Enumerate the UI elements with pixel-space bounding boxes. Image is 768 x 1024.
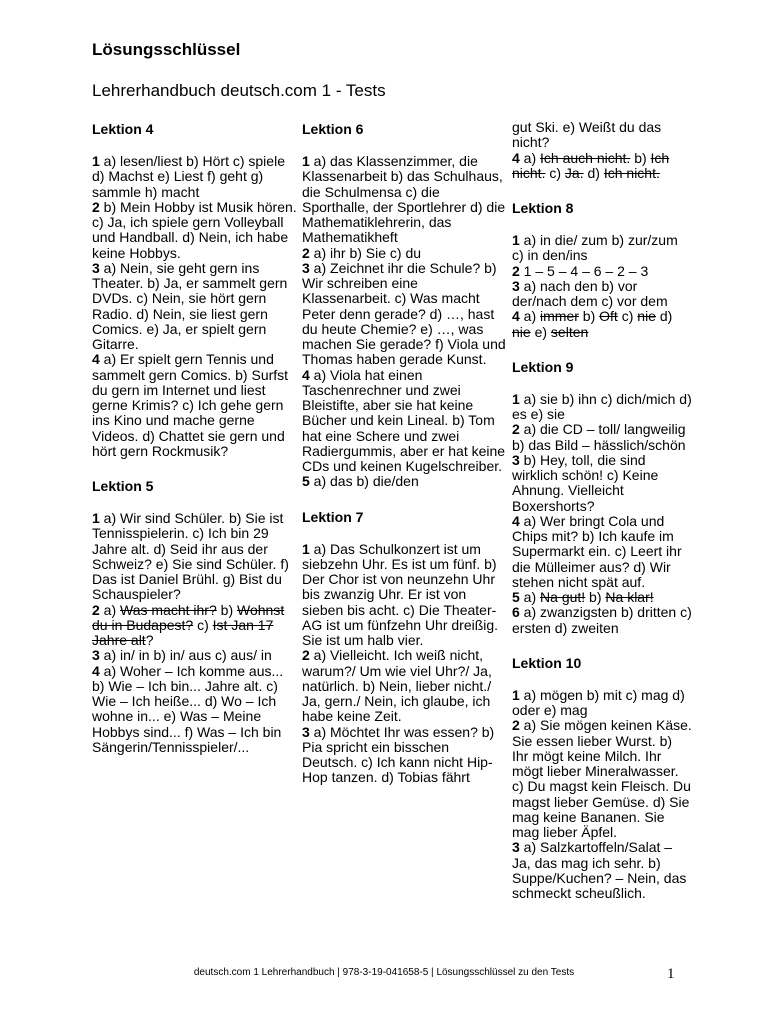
exercise-answer: a) ihr b) Sie c) du [309, 244, 422, 261]
struck-answer: Ist Jan 17 Jahre alt [92, 616, 274, 648]
exercise-number: 2 [512, 262, 520, 279]
lesson-4-exercise-4 [92, 352, 297, 459]
struck-answer: Na klar! [605, 589, 654, 605]
exercise-number: 4 [92, 351, 100, 368]
exercise-answer: c) [193, 616, 213, 633]
lesson-9-heading: Lektion 9 [512, 358, 574, 375]
struck-answer: immer [540, 308, 579, 325]
exercise-answer: d) [583, 164, 604, 181]
exercise-number: 5 [512, 589, 520, 605]
exercise-answer: a) die CD – toll/ langweilig b) das Bild – hässlich/schön [512, 421, 686, 453]
lesson-7-exercise-4 [512, 151, 692, 182]
struck-answer: Ich nicht. [512, 149, 670, 181]
lesson-5-exercise-2 [92, 603, 297, 649]
exercise-answer: a) Woher – Ich komme aus... b) Wie – Ich bin... Jahre alt. c) Wie – Ich heiße... d) Wo – Ich wohne in... e) Was – Meine Hobbys sind... f) Was – Ich bin Sängerin/Tennisspieler/... [92, 662, 284, 755]
exercise-number: 4 [512, 512, 520, 529]
exercise-answer: a) [519, 308, 541, 325]
lesson-8-exercise-4 [512, 309, 692, 340]
struck-answer: Ich nicht. [603, 164, 660, 181]
exercise-answer: a) Viola hat einen Taschenrechner und zwei Bleistifte, aber sie hat keine Bücher und kein Lineal. b) Tom hat eine Schere und zwei Radiergummis, aber er hat keine CDs und keinen Kugelschreiber. [302, 366, 506, 474]
exercise-number: 2 [512, 421, 520, 438]
exercise-answer: b) [578, 308, 600, 325]
lesson-8-exercise-1 [512, 233, 692, 264]
lesson-7-continued [512, 120, 692, 181]
lesson-9-exercise-5 [512, 590, 692, 605]
column-1 [92, 120, 297, 773]
exercise-answer: a) Wir sind Schüler. b) Sie ist Tennisspielerin. c) Ich bin 29 Jahre alt. d) Seid ihr aus der Schweiz? e) Sie sind Schüler. f) Das ist Daniel Brühl. g) Bist du Schauspieler? [92, 510, 289, 603]
exercise-number: 5 [302, 473, 310, 490]
exercise-number: 2 [512, 717, 520, 734]
lesson-10-exercise-1 [512, 688, 692, 719]
exercise-answer: e) [530, 323, 551, 340]
lesson-6-exercise-5 [302, 474, 507, 489]
exercise-answer: b) Mein Hobby ist Musik hören. c) Ja, ich spiele gern Volleyball und Handball. d) Nein, ich habe keine Hobbys. [92, 198, 297, 261]
lesson-9-exercise-2 [512, 422, 692, 453]
lesson-9-exercise-3 [512, 453, 692, 514]
exercise-number: 1 [92, 153, 100, 169]
exercise-answer: a) das b) die/den [309, 473, 419, 490]
exercise-answer: a) Möchtet Ihr was essen? b) Pia spricht ein bisschen Deutsch. c) Ich kann nicht Hip-Hop tanzen. d) Tobias fährt [302, 723, 495, 786]
exercise-answer: b) [630, 149, 651, 166]
exercise-answer: a) [519, 589, 541, 605]
lesson-8-exercise-3 [512, 279, 692, 310]
lesson-9-exercise-1 [512, 392, 692, 423]
struck-answer: Na gut! [540, 589, 586, 605]
exercise-answer: c) [617, 308, 638, 325]
exercise-answer: b) Hey, toll, die sind wirklich schön! c) Keine Ahnung. Vielleicht Boxershorts? [512, 451, 659, 514]
exercise-answer: a) Salzkartoffeln/Salat – Ja, das mag ich sehr. b) Suppe/Kuchen? – Nein, das schmeckt scheußlich. [512, 839, 687, 901]
struck-answer: Wohnst du in Budapest? [92, 601, 285, 633]
lesson-5-heading: Lektion 5 [92, 478, 154, 494]
exercise-number: 1 [512, 390, 520, 407]
lesson-4-exercise-1 [92, 154, 297, 200]
lesson-6-exercise-3 [302, 261, 507, 368]
exercise-number: 3 [302, 259, 310, 276]
struck-answer: Was macht ihr? [120, 601, 217, 618]
exercise-number: 4 [302, 366, 310, 383]
struck-answer: nie [637, 308, 656, 325]
column-2 [302, 120, 507, 804]
exercise-answer: b) [585, 589, 606, 605]
page-footer: deutsch.com 1 Lehrerhandbuch | 978-3-19-041658-5 | Lösungsschlüssel zu den Tests [193, 967, 575, 978]
lesson-9-exercise-6 [512, 605, 692, 636]
lesson-10-heading: Lektion 10 [512, 654, 582, 671]
exercise-answer: a) Wer bringt Cola und Chips mit? b) Ich kaufe im Supermarkt ein. c) Leert ihr die Mülleimer aus? d) Wir stehen nicht spät auf. [512, 512, 682, 590]
exercise-number: 2 [302, 244, 310, 261]
exercise-answer: a) Zeichnet ihr die Schule? b) Wir schreiben eine Klassenarbeit. c) Was macht Peter denn gerade? d) …, hast du heute Chemie? e) …, was machen Sie gerade? f) Viola und Thomas haben gerade Kunst. [302, 259, 506, 368]
lesson-4-exercise-3 [92, 261, 297, 353]
exercise-answer: a) [99, 601, 121, 618]
exercise-answer: a) Das Schulkonzert ist um siebzehn Uhr. Es ist um fünf. b) Der Chor ist von neunzehn Uhr bis zwanzig Uhr. Er ist von sieben bis acht. c) Die Theater-AG ist um fünfzehn Uhr dreißig. Sie ist um halb vier. [302, 540, 499, 648]
exercise-number: 1 [302, 540, 310, 557]
page-number: 1 [667, 966, 675, 982]
exercise-answer: ? [145, 632, 154, 648]
lesson-7-exercise-3 [302, 725, 507, 786]
lesson-7-exercise-1 [302, 542, 507, 649]
exercise-answer: a) Nein, sie geht gern ins Theater. b) Ja, er sammelt gern DVDs. c) Nein, sie hört gern Radio. d) Nein, sie liest gern Comics. e) Ja, er spielt gern Gitarre. [92, 259, 288, 352]
exercise-number: 3 [302, 723, 310, 740]
exercise-answer: a) mögen b) mit c) mag d) oder e) mag [512, 686, 685, 718]
exercise-number: 4 [512, 308, 520, 325]
lesson-4-exercise-2 [92, 200, 297, 261]
exercise-number: 3 [92, 259, 100, 276]
struck-answer: selten [550, 323, 589, 340]
exercise-number: 1 [92, 510, 100, 526]
lesson-9 [512, 358, 692, 636]
exercise-number: 2 [92, 198, 100, 215]
lesson-10 [512, 654, 692, 902]
page-title: Lösungsschlüssel [92, 40, 241, 59]
lesson-8-heading: Lektion 8 [512, 200, 574, 216]
exercise-answer: a) lesen/liest b) Hört c) spiele d) Machst e) Liest f) geht g) sammle h) macht [92, 153, 285, 200]
exercise-answer: a) [519, 149, 541, 166]
lesson-10-exercise-2 [512, 718, 692, 840]
lesson-6-heading: Lektion 6 [302, 121, 364, 137]
exercise-number: 4 [512, 149, 520, 166]
exercise-number: 4 [92, 662, 100, 679]
exercise-number: 6 [512, 604, 520, 621]
lesson-8 [512, 199, 692, 340]
exercise-number: 1 [512, 686, 520, 703]
struck-answer: Ich auch nicht. [540, 149, 631, 166]
lesson-6-exercise-2 [302, 246, 507, 261]
lesson-7-exercise-3-continued: gut Ski. e) Weißt du das nicht? [512, 119, 662, 151]
exercise-answer: c) [545, 164, 565, 181]
lesson-4 [92, 120, 297, 459]
exercise-number: 3 [512, 277, 520, 294]
struck-answer: Oft [599, 308, 618, 325]
lesson-7-exercise-2 [302, 648, 507, 724]
exercise-answer: a) zwanzigsten b) dritten c) ersten d) zweiten [512, 604, 692, 636]
exercise-answer: a) Sie mögen keinen Käse. Sie essen lieber Wurst. b) Ihr mögt keine Milch. Ihr mögt lieber Mineralwasser. c) Du magst kein Fleisch. Du magst lieber Gemüse. d) Sie mag keine Bananen. Sie mag lieber Äpfel. [512, 717, 692, 840]
page-subtitle: Lehrerhandbuch deutsch.com 1 - Tests [92, 81, 386, 100]
exercise-number: 3 [92, 647, 100, 664]
exercise-answer: b) [216, 601, 237, 618]
exercise-answer: a) Vielleicht. Ich weiß nicht, warum?/ Um wie viel Uhr?/ Ja, natürlich. b) Nein, lieber nicht./ Ja, gern./ Nein, ich glaube, ich habe keine Zeit. [302, 647, 492, 725]
exercise-answer: a) in/ in b) in/ aus c) aus/ in [99, 647, 272, 664]
exercise-answer: a) Er spielt gern Tennis und sammelt gern Comics. b) Surfst du gern im Internet und liest gerne Krimis? c) Ich gehe gern ins Kino und mache gerne Videos. d) Chattet sie gern und hört gern Rockmusik? [92, 351, 289, 459]
lesson-4-heading: Lektion 4 [92, 121, 154, 137]
lesson-5 [92, 477, 297, 755]
lesson-7-heading: Lektion 7 [302, 508, 364, 525]
exercise-number: 2 [92, 601, 100, 618]
exercise-number: 1 [302, 153, 310, 169]
exercise-answer: a) sie b) ihn c) dich/mich d) es e) sie [512, 390, 692, 422]
exercise-number: 3 [512, 451, 520, 468]
lesson-8-exercise-2 [512, 264, 692, 279]
lesson-6-exercise-4 [302, 368, 507, 475]
lesson-10-exercise-3 [512, 840, 692, 901]
lesson-6-exercise-1 [302, 154, 507, 246]
exercise-answer: a) in die/ zum b) zur/zum c) in den/ins [512, 232, 678, 264]
column-3 [512, 120, 692, 919]
struck-answer: nie [512, 323, 531, 340]
exercise-number: 2 [302, 647, 310, 664]
exercise-answer: d) [655, 308, 673, 325]
exercise-answer: a) nach den b) vor der/nach dem c) vor dem [512, 277, 668, 309]
lesson-9-exercise-4 [512, 514, 692, 590]
lesson-5-exercise-3 [92, 648, 297, 663]
struck-answer: Ja. [564, 164, 584, 181]
lesson-5-exercise-4 [92, 664, 297, 756]
exercise-number: 3 [512, 839, 520, 856]
exercise-answer: 1 – 5 – 4 – 6 – 2 – 3 [519, 262, 649, 279]
lesson-5-exercise-1 [92, 511, 297, 603]
lesson-6 [302, 120, 507, 490]
exercise-answer: a) das Klassenzimmer, die Klassenarbeit b) das Schulhaus, die Schulmensa c) die Sporthalle, der Sportlehrer d) die Mathematiklehrerin, das Mathematikheft [302, 153, 506, 246]
lesson-7 [302, 508, 507, 786]
exercise-number: 1 [512, 232, 520, 248]
